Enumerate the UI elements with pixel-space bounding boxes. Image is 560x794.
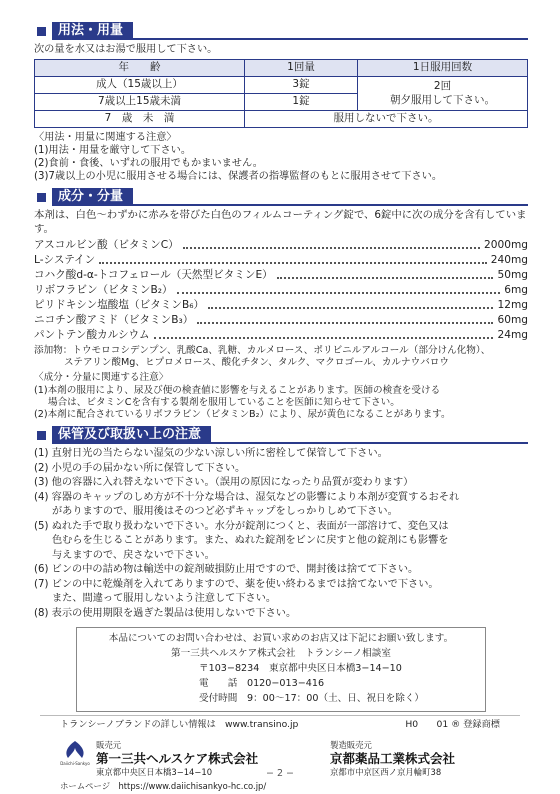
frequency-cell xyxy=(358,77,528,111)
storage-heading xyxy=(34,426,528,444)
ingredient-amount: 2000mg xyxy=(483,239,528,252)
heading-rule xyxy=(133,38,528,40)
ingredient-name: コハク酸d-α-トコフェロール（天然型ビタミンE） xyxy=(34,269,273,282)
storage-line: (6) ビンの中の詰め物は輸送中の錠剤破損防止用ですので、開封後は捨てて下さい。 xyxy=(34,564,419,576)
ingredients-note: (2)本剤に配合されているリボフラビン（ビタミンB₂）により、尿が黄色になることがあります。 xyxy=(34,409,451,421)
storage-line: (4) 容器のキャップのしめ方が不十分な場合は、湿気などの影響により本剤が変質するおそれ xyxy=(34,491,460,503)
ingredients-note: (1)本剤の服用により、尿及び便の検査値に影響を与えることがあります。医師の検査を受ける xyxy=(34,384,441,396)
dose-cell: 1錠 xyxy=(245,94,358,111)
page-body xyxy=(34,22,528,712)
ingredient-row xyxy=(34,328,528,343)
age-cell: 7歳以上15歳未満 xyxy=(35,94,245,111)
age-cell: 7 歳 未 満 xyxy=(35,111,245,128)
square-icon xyxy=(37,193,46,202)
homepage-link[interactable]: ホームページ https://www.daiichisankyo-hc.co.jp/ xyxy=(60,781,267,792)
ingredients-title: 成分・分量 xyxy=(52,188,133,206)
seller-label: 販売元 xyxy=(96,740,122,750)
maker-address: 京都市中京区西ノ京月輪町38 xyxy=(330,767,442,778)
company-info xyxy=(60,740,500,792)
ingredient-name: アスコルビン酸（ビタミンC） xyxy=(34,239,179,252)
frequency-count: 2回 xyxy=(433,79,452,92)
ingredient-name: ピリドキシン塩酸塩（ビタミンB₆） xyxy=(34,299,205,312)
ingredient-amount: 24mg xyxy=(497,329,528,342)
leader-dots xyxy=(197,322,493,324)
dose-cell: 3錠 xyxy=(245,77,358,94)
ingredient-list xyxy=(34,238,528,343)
storage-line: (2) 小児の手の届かない所に保管して下さい。 xyxy=(34,462,246,474)
storage-line: 色むらを生じることがあります。また、ぬれた錠剤をビンに戻すと他の錠剤にも影響を xyxy=(52,535,449,547)
header-frequency: 1日服用回数 xyxy=(358,60,528,77)
contact-hours: 受付時間 9：00〜17：00（土、日、祝日を除く） xyxy=(199,692,425,704)
maker-block xyxy=(330,740,500,792)
additives: ステアリン酸Mg、ヒプロメロース、酸化チタン、タルク、マクロゴール、カルナウバロウ xyxy=(64,357,449,369)
product-code: H0 01 ® 登録商標 xyxy=(405,719,500,730)
table-row xyxy=(35,77,528,94)
storage-line: (3) 他の容器に入れ替えないで下さい。（誤用の原因になったり品質が変わります） xyxy=(34,477,414,489)
square-icon xyxy=(37,431,46,440)
ingredient-name: L-システイン xyxy=(34,254,96,267)
leader-dots xyxy=(177,292,501,294)
usage-notes-title: 〈用法・用量に関連する注意〉 xyxy=(34,132,177,144)
ingredient-amount: 12mg xyxy=(497,299,528,312)
leader-dots xyxy=(183,247,480,249)
storage-line: (8) 表示の使用期限を過ぎた製品は使用しないで下さい。 xyxy=(34,607,297,619)
daiichi-sankyo-logo xyxy=(60,740,90,766)
page-number: − 2 − xyxy=(265,768,294,779)
dose-cell: 服用しないで下さい。 xyxy=(245,111,528,128)
ingredient-row xyxy=(34,238,528,253)
storage-line: 与えますので、戻さないで下さい。 xyxy=(52,549,215,561)
leader-dots xyxy=(277,277,494,279)
svg-text:Daiichi-Sankyo: Daiichi-Sankyo xyxy=(60,761,90,766)
contact-box xyxy=(76,627,486,711)
header-dose: 1回量 xyxy=(245,60,358,77)
contact-address: 〒103−8234 東京都中央区日本橋3−14−10 xyxy=(199,662,402,674)
storage-line: (1) 直射日光の当たらない湿気の少ない涼しい所に密栓して保管して下さい。 xyxy=(34,448,388,460)
ingredient-row xyxy=(34,298,528,313)
usage-note: (1)用法・用量を厳守して下さい。 xyxy=(34,145,192,157)
ingredient-amount: 6mg xyxy=(504,284,528,297)
usage-heading xyxy=(34,22,528,40)
seller-block xyxy=(60,740,266,792)
brand-line xyxy=(60,719,500,731)
ingredients-note: 場合は、ビタミンCを含有する製剤を服用していることを医師に知らせて下さい。 xyxy=(48,396,400,408)
ingredient-row xyxy=(34,283,528,298)
contact-intro: 本品についてのお問い合わせは、お買い求めのお店又は下記にお願い致します。 xyxy=(108,633,454,645)
leader-dots xyxy=(154,337,494,339)
storage-line: (7) ビンの中に乾燥剤を入れてありますので、薬を使い終わるまでは捨てないで下さい。 xyxy=(34,578,439,590)
contact-phone: 電 話 0120−013−416 xyxy=(199,677,325,689)
table-row xyxy=(35,111,528,128)
dosage-table xyxy=(34,59,528,128)
leader-dots xyxy=(208,307,493,309)
usage-title: 用法・用量 xyxy=(52,22,133,40)
frequency-text: 朝夕服用して下さい。 xyxy=(390,93,495,106)
ingredient-row xyxy=(34,313,528,328)
maker-name: 京都薬品工業株式会社 xyxy=(330,750,456,766)
contact-company: 第一三共ヘルスケア株式会社 トランシーノ相談室 xyxy=(171,648,391,660)
heading-rule xyxy=(211,442,528,444)
usage-note: (3)7歳以上の小児に服用させる場合には、保護者の指導監督のもとに服用させて下さい。 xyxy=(34,171,443,183)
header-age: 年 齢 xyxy=(35,60,245,77)
ingredients-intro: 本剤は、白色〜わずかに赤みを帯びた白色のフィルムコーティング錠で、6錠中に次の成分を含有しています。 xyxy=(34,209,527,235)
seller-name: 第一三共ヘルスケア株式会社 xyxy=(96,750,259,766)
ingredients-notes-title: 〈成分・分量に関連する注意〉 xyxy=(34,372,169,384)
ingredient-name: ニコチン酸アミド（ビタミンB₃） xyxy=(34,314,194,327)
square-icon xyxy=(37,27,46,36)
ingredient-row xyxy=(34,253,528,268)
heading-rule xyxy=(133,204,528,206)
seller-address: 東京都中央区日本橋3−14−10 xyxy=(96,767,213,778)
maker-label: 製造販売元 xyxy=(330,740,372,750)
ingredient-amount: 60mg xyxy=(497,314,528,327)
ingredient-row xyxy=(34,268,528,283)
ingredient-amount: 240mg xyxy=(490,254,528,267)
ingredients-heading xyxy=(34,188,528,206)
footer-divider xyxy=(40,715,520,716)
ingredient-name: リボフラビン（ビタミンB₂） xyxy=(34,284,173,297)
age-cell: 成人（15歳以上） xyxy=(35,77,245,94)
storage-title: 保管及び取扱い上の注意 xyxy=(52,426,211,444)
additives: 添加物：トウモロコシデンプン、乳酸Ca、乳糖、カルメロース、ポリビニルアルコール（部分けん化物）、 xyxy=(34,344,491,356)
leader-dots xyxy=(99,262,486,264)
usage-note: (2)食前・食後、いずれの服用でもかまいません。 xyxy=(34,158,263,170)
usage-intro: 次の量を水又はお湯で服用して下さい。 xyxy=(34,44,218,55)
storage-line: がありますので、服用後はそのつど必ずキャップをしっかりしめて下さい。 xyxy=(52,506,398,518)
ingredient-name: パントテン酸カルシウム xyxy=(34,329,150,342)
ingredient-amount: 50mg xyxy=(497,269,528,282)
storage-line: (5) ぬれた手で取り扱わないで下さい。水分が錠剤につくと、表面が一部溶けて、変色又は xyxy=(34,520,449,532)
brand-info-link[interactable]: トランシーノブランドの詳しい情報は www.transino.jp xyxy=(60,719,299,730)
storage-line: また、間違って服用しないよう注意して下さい。 xyxy=(52,593,277,605)
